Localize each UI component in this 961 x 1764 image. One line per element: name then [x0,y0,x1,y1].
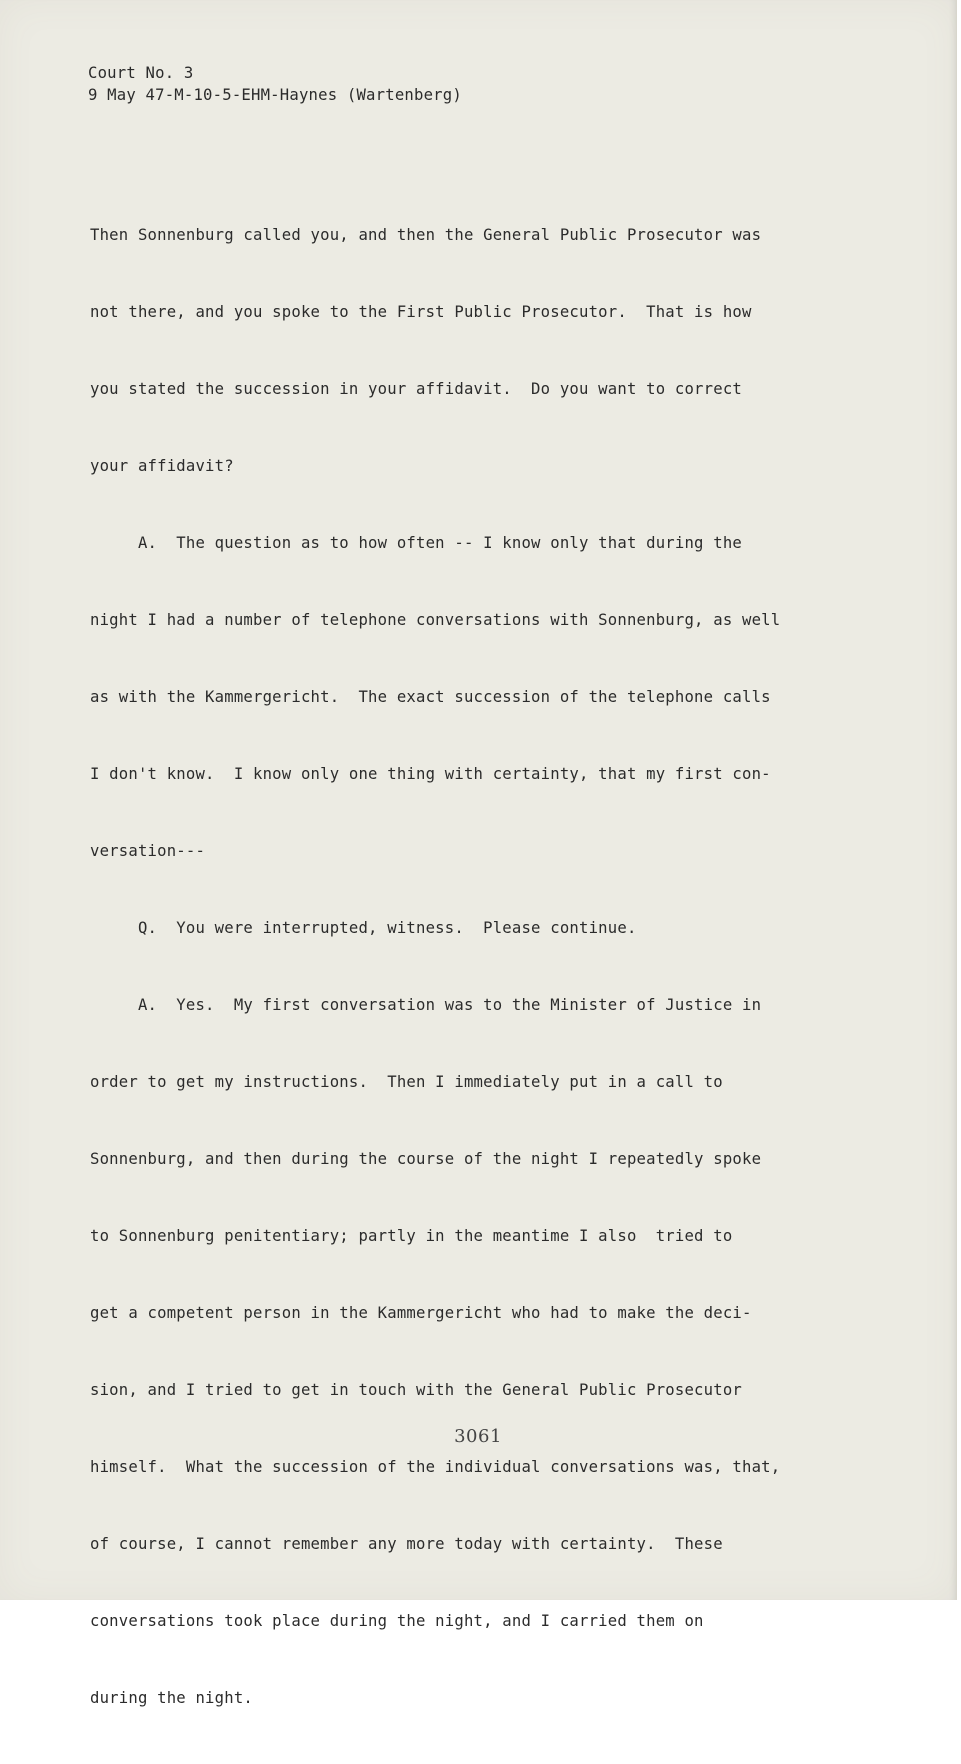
transcript-line: himself. What the succession of the individual conversations was, that, [90,1458,781,1476]
transcript-line: A. Yes. My first conversation was to the Minister of Justice in [90,996,762,1014]
transcript-line: during the night. [90,1689,253,1707]
transcript-line: night I had a number of telephone conversations with Sonnenburg, as well [90,611,781,629]
transcript-line: to Sonnenburg penitentiary; partly in the meantime I also tried to [90,1227,733,1245]
transcript-line: Then Sonnenburg called you, and then the General Public Prosecutor was [90,226,762,244]
transcript-line: Sonnenburg, and then during the course of the night I repeatedly spoke [90,1150,762,1168]
transcript-line: your affidavit? [90,457,234,475]
session-header: 9 May 47-M-10-5-EHM-Haynes (Wartenberg) [88,86,462,104]
transcript-line: as with the Kammergericht. The exact succession of the telephone calls [90,688,771,706]
transcript-line: sion, and I tried to get in touch with the General Public Prosecutor [90,1381,742,1399]
court-header: Court No. 3 [88,64,194,82]
transcript-line: get a competent person in the Kammergericht who had to make the deci- [90,1304,752,1322]
transcript-line: not there, and you spoke to the First Public Prosecutor. That is how [90,303,752,321]
page-number: 3061 [454,1426,502,1447]
transcript-line: conversations took place during the night, and I carried them on [90,1612,704,1630]
transcript-line: order to get my instructions. Then I immediately put in a call to [90,1073,723,1091]
transcript-line: you stated the succession in your affidavit. Do you want to correct [90,380,742,398]
transcript-line: of course, I cannot remember any more today with certainty. These [90,1535,723,1553]
transcript-line: Q. You were interrupted, witness. Please continue. [90,919,637,937]
transcript-line: I don't know. I know only one thing with certainty, that my first con- [90,765,771,783]
transcript-line: versation--- [90,842,206,860]
transcript-body [90,188,780,1764]
transcript-line: A. The question as to how often -- I know only that during the [90,534,742,552]
